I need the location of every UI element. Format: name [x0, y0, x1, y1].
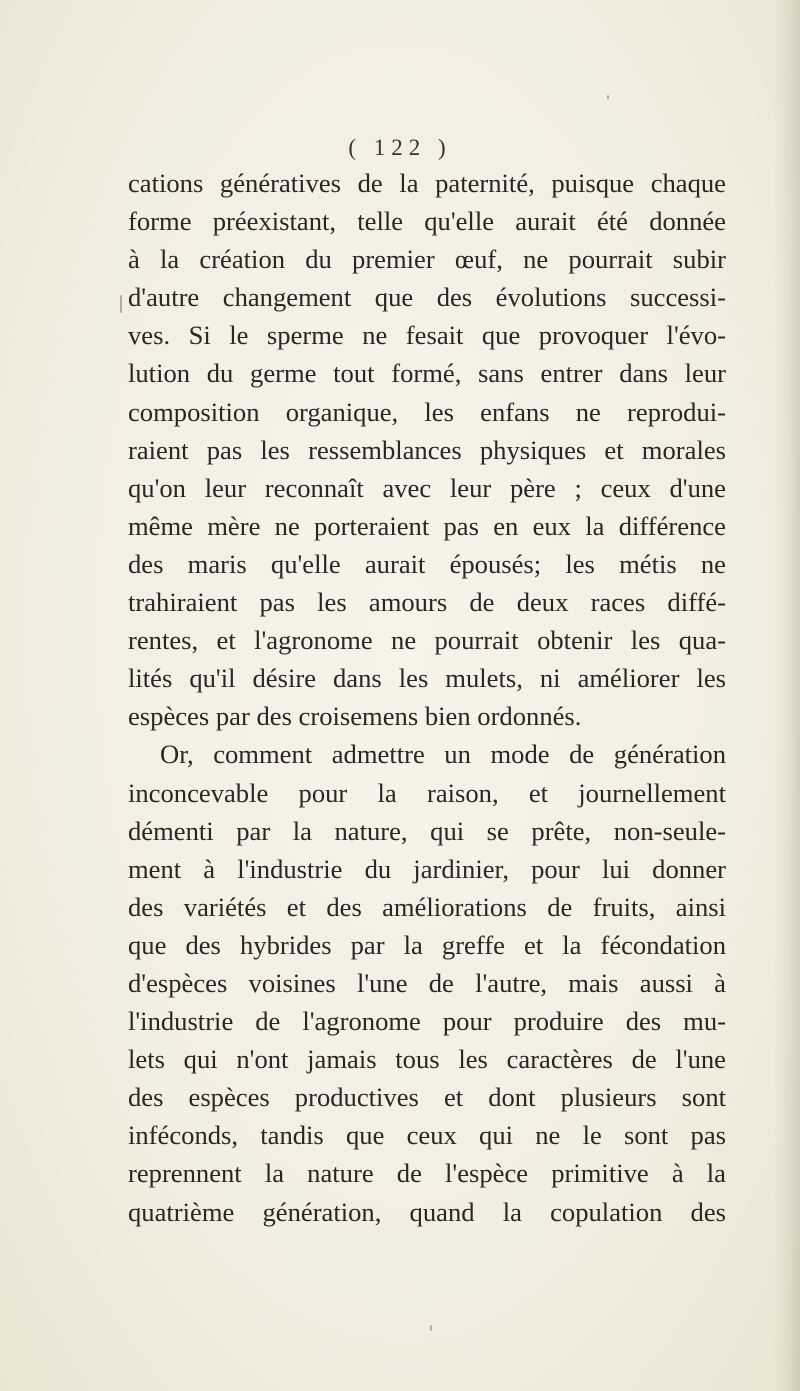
text-line: d'espèces voisines l'une de l'autre, mais aussi à — [128, 967, 726, 998]
text-line: inconcevable pour la raison, et journellement — [128, 777, 726, 808]
body-text — [128, 164, 726, 1231]
text-line: lution du germe tout formé, sans entrer dans leur — [128, 358, 726, 389]
paper-speck — [430, 1325, 432, 1331]
text-line: démenti par la nature, qui se prête, non-seule- — [128, 815, 726, 846]
text-line: cations génératives de la paternité, puisque chaque — [128, 168, 726, 198]
text-line: à la création du premier œuf, ne pourrait subir — [128, 244, 726, 275]
paper-speck — [120, 295, 122, 313]
text-line: que des hybrides par la greffe et la fécondation — [128, 929, 726, 960]
text-line: quatrième génération, quand la copulation des — [128, 1196, 726, 1227]
text-line-paragraph-end: espèces par des croisemens bien ordonnés. — [128, 701, 582, 732]
text-line: raient pas les ressemblances physiques et morales — [128, 434, 726, 465]
text-line: des maris qu'elle aurait épousés; les métis ne — [128, 548, 726, 579]
text-line: rentes, et l'agronome ne pourrait obtenir les qua- — [128, 625, 726, 656]
text-line-paragraph-start: Or, comment admettre un mode de génération — [160, 739, 726, 770]
text-line: des espèces productives et dont plusieurs sont — [128, 1082, 726, 1113]
page-edge-shadow — [774, 0, 800, 1391]
page-number: ( 122 ) — [348, 135, 452, 160]
text-line: lités qu'il désire dans les mulets, ni améliorer les — [128, 663, 726, 694]
text-line: trahiraient pas les amours de deux races diffé- — [128, 587, 726, 618]
text-line: reprennent la nature de l'espèce primitive à la — [128, 1158, 726, 1189]
text-line: des variétés et des améliorations de fruits, ainsi — [128, 891, 726, 922]
text-line: ves. Si le sperme ne fesait que provoquer l'évo- — [128, 320, 726, 351]
text-line: inféconds, tandis que ceux qui ne le sont pas — [128, 1120, 726, 1151]
paper-speck — [607, 95, 609, 99]
text-line: ment à l'industrie du jardinier, pour lui donner — [128, 853, 726, 884]
text-line: composition organique, les enfans ne reprodui- — [128, 396, 726, 427]
text-line: l'industrie de l'agronome pour produire des mu- — [128, 1006, 726, 1037]
text-line: lets qui n'ont jamais tous les caractères de l'une — [128, 1044, 726, 1075]
text-line: même mère ne porteraient pas en eux la différence — [128, 510, 726, 541]
text-line: d'autre changement que des évolutions successi- — [128, 282, 726, 313]
text-line: forme préexistant, telle qu'elle aurait été donnée — [128, 206, 726, 237]
text-line: qu'on leur reconnaît avec leur père ; ceux d'une — [128, 472, 726, 503]
